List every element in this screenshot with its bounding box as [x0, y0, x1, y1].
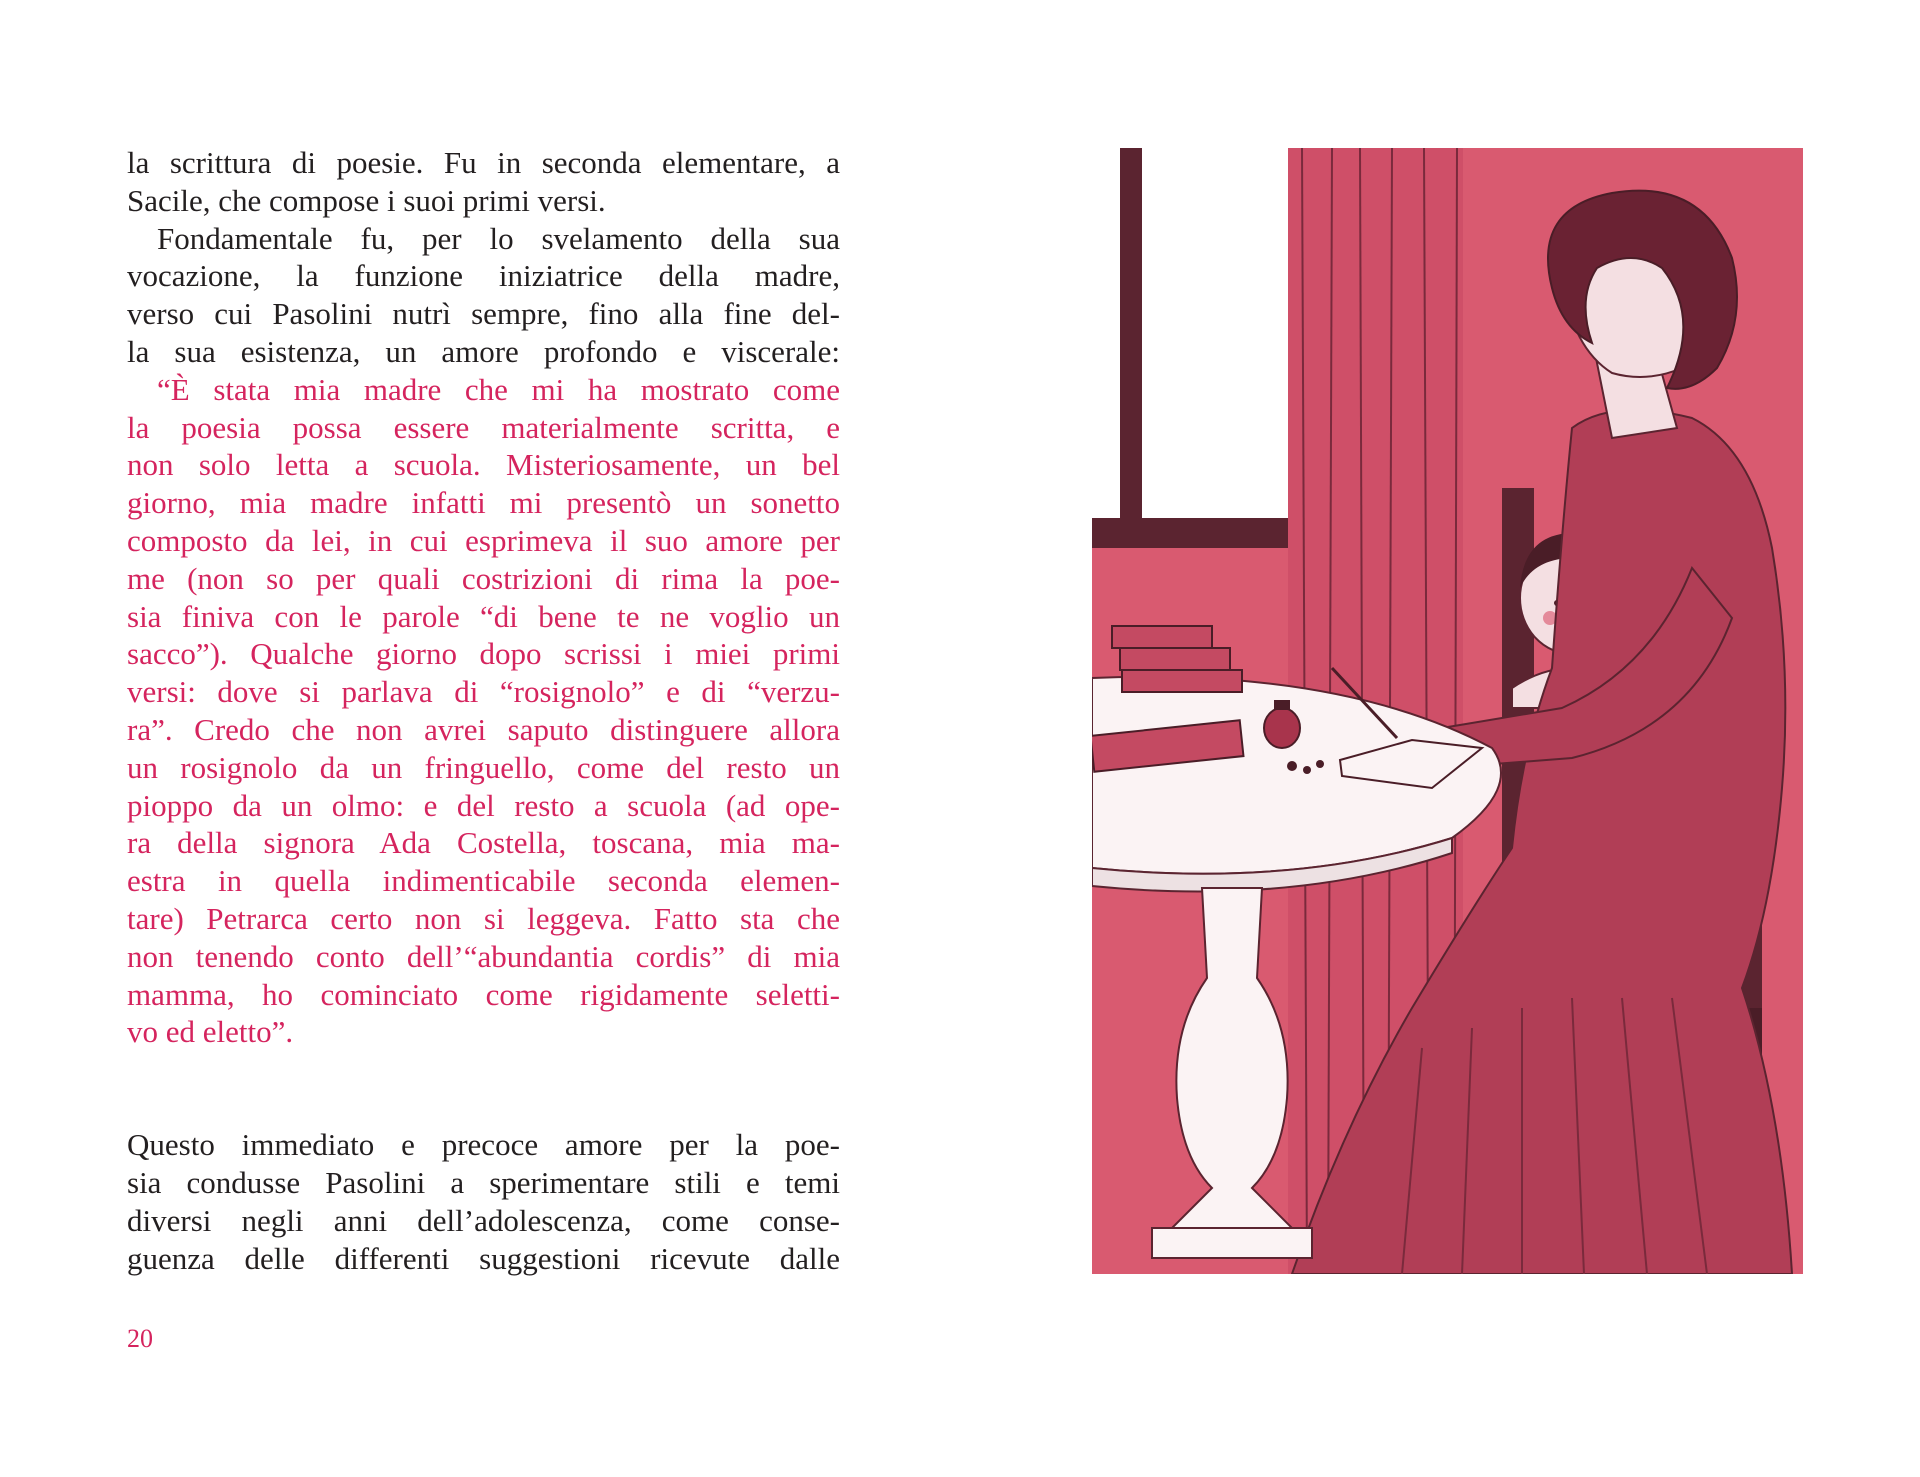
quote-line: mamma, ho cominciato come rigidamente seletti- — [127, 976, 840, 1012]
illustration-svg — [1092, 148, 1803, 1274]
quote-line: vo ed eletto”. — [127, 1014, 294, 1050]
page-number: 20 — [127, 1324, 153, 1353]
quotation — [127, 371, 840, 1051]
paragraph-2 — [127, 220, 840, 371]
quote-line: la poesia possa essere materialmente scritta, e — [127, 409, 840, 445]
window-frame-vertical — [1120, 148, 1142, 528]
quote-line: ra della signora Ada Costella, toscana, mia ma- — [127, 825, 840, 861]
window-sill — [1092, 518, 1302, 548]
quote-line: sacco”). Qualche giorno dopo scrissi i miei primi — [127, 636, 840, 672]
quote-line: estra in quella indimenticabile seconda elemen- — [127, 863, 840, 899]
quote-line: pioppo da un olmo: e del resto a scuola (ad ope- — [127, 787, 840, 823]
illustration-mother-writing — [1092, 148, 1803, 1274]
text-line: diversi negli anni dell’adolescenza, come conse- — [127, 1202, 840, 1238]
quote-line: un rosignolo da un fringuello, come del resto un — [127, 749, 840, 785]
quote-line: non solo letta a scuola. Misteriosamente, un bel — [127, 447, 840, 483]
quote-line: composto da lei, in cui esprimeva il suo amore per — [127, 522, 840, 558]
paragraph-3 — [127, 1126, 840, 1277]
quote-line: giorno, mia madre infatti mi presentò un sonetto — [127, 485, 840, 521]
quote-line: non tenendo conto dell’“abundantia cordis” di mia — [127, 938, 840, 974]
text-line: Fondamentale fu, per lo svelamento della sua — [157, 220, 840, 256]
text-line: guenza delle differenti suggestioni ricevute dalle — [127, 1240, 840, 1276]
text-line: sia condusse Pasolini a sperimentare stili e temi — [127, 1164, 840, 1200]
quote-line: sia finiva con le parole “di bene te ne voglio un — [127, 598, 840, 634]
quote-line: versi: dove si parlava di “rosignolo” e di “verzu- — [127, 674, 840, 710]
left-page-text — [127, 144, 840, 1277]
text-line: Questo immediato e precoce amore per la poe- — [127, 1127, 840, 1163]
quote-line: ra”. Credo che non avrei saputo distinguere allora — [127, 711, 840, 747]
quote-line: me (non so per quali costrizioni di rima la poe- — [127, 560, 840, 596]
quote-line: “È stata mia madre che mi ha mostrato come — [157, 371, 840, 407]
paragraph-1 — [127, 144, 840, 220]
text-line: vocazione, la funzione iniziatrice della madre, — [127, 258, 840, 294]
paragraph-spacer — [127, 1051, 840, 1126]
text-line: la sua esistenza, un amore profondo e viscerale: — [127, 333, 840, 369]
text-line: la scrittura di poesie. Fu in seconda elementare, a — [127, 145, 840, 180]
quote-line: tare) Petrarca certo non si leggeva. Fatto sta che — [127, 900, 840, 936]
text-line: Sacile, che compose i suoi primi versi. — [127, 182, 606, 218]
text-line: verso cui Pasolini nutrì sempre, fino alla fine del- — [127, 296, 840, 332]
